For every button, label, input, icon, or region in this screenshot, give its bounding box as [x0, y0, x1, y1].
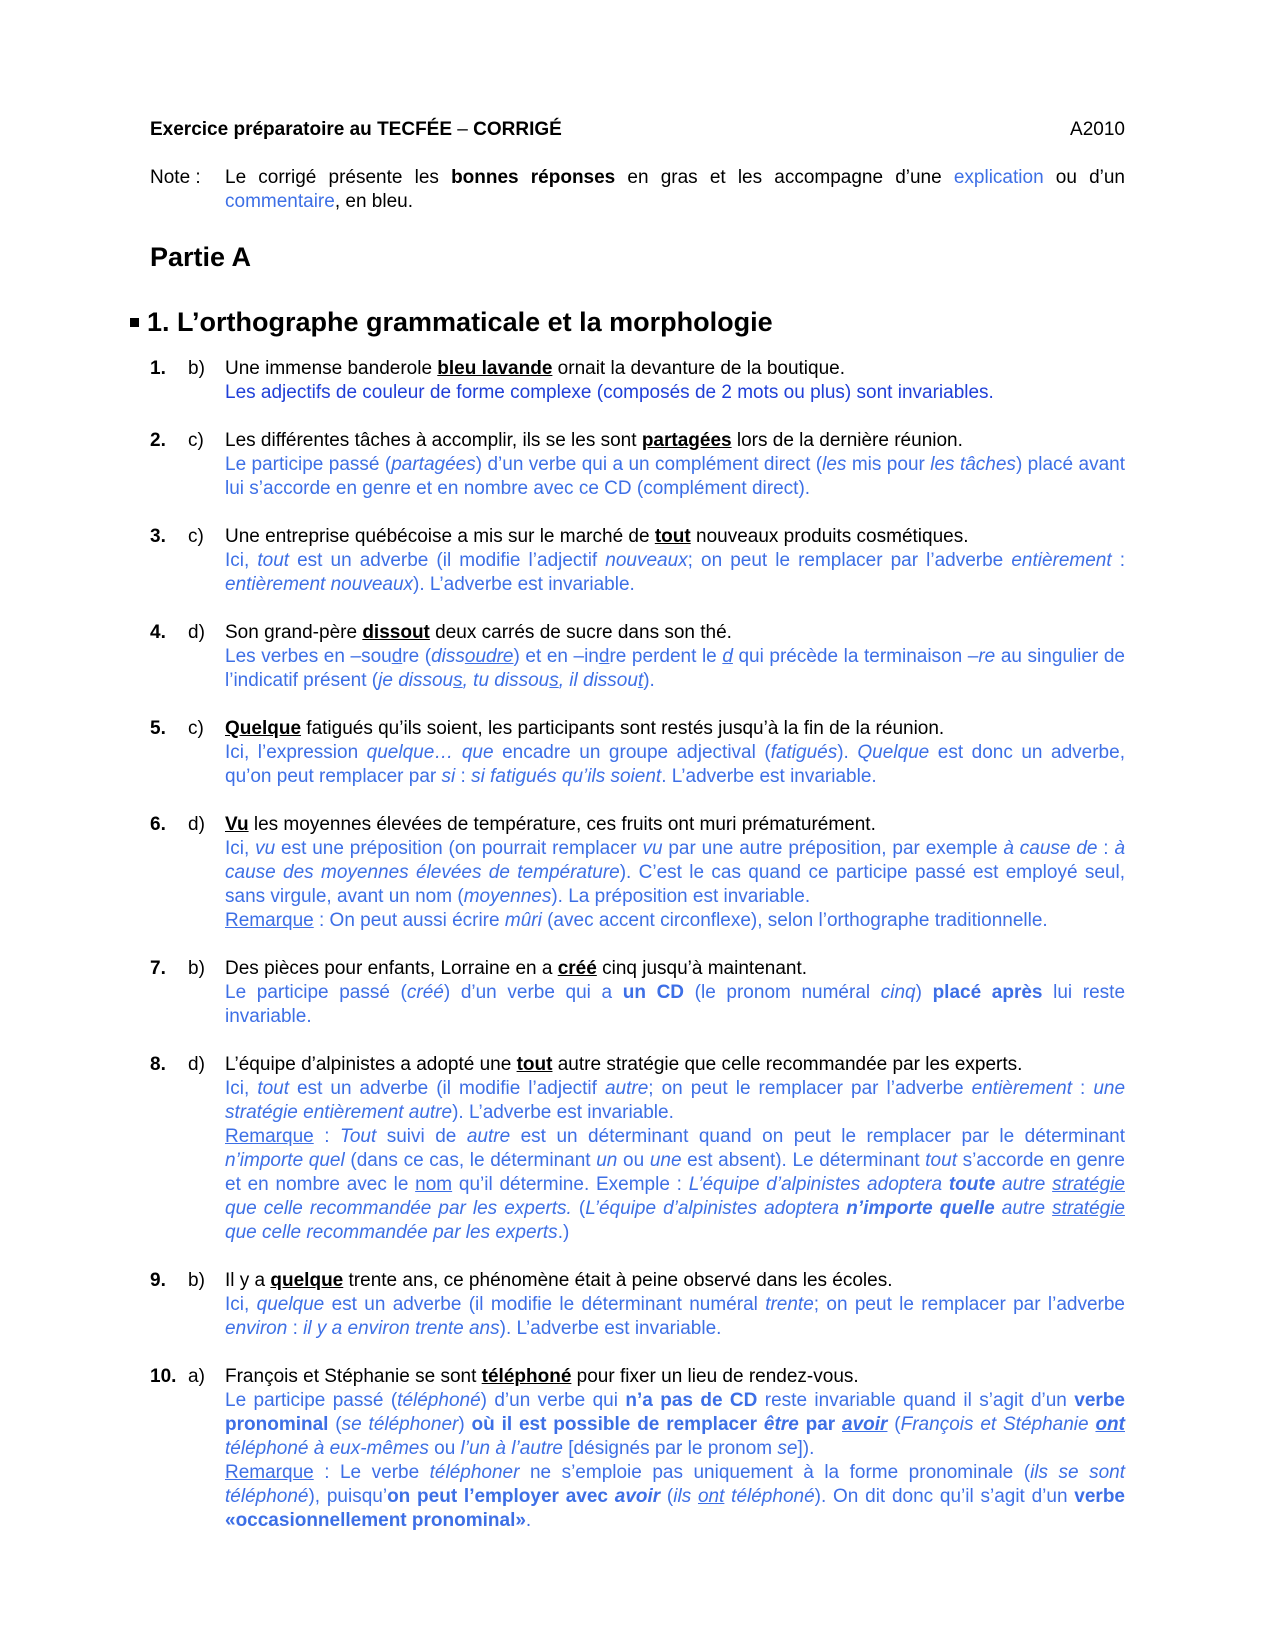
item-number: 7. [150, 958, 166, 979]
answer-item-7 [150, 957, 1125, 1029]
item-number: 9. [150, 1270, 166, 1291]
explanation: Ici, vu est une préposition (on pourrait remplacer vu par une autre préposition, par exemple à cause de : à cause des moyennes élevées de température). C’est le cas quand ce participe passé est employé seul, sans virgule, avant un nom (moyennes). La préposition est invariable. [225, 838, 1126, 907]
item-number: 6. [150, 814, 166, 835]
item-letter: a) [188, 1366, 205, 1387]
question-sentence: Une immense banderole bleu lavande ornait la devanture de la boutique. [225, 358, 846, 379]
item-letter: b) [188, 958, 205, 979]
item-letter: d) [188, 1054, 205, 1075]
explanation: Ici, tout est un adverbe (il modifie l’adjectif nouveaux; on peut le remplacer par l’adverbe entièrement : entièrement nouveaux). L’adverbe est invariable. [225, 550, 1125, 595]
answer-item-8 [150, 1053, 1125, 1245]
answer-item-2 [150, 429, 1125, 501]
question-sentence: Son grand-père dissout deux carrés de sucre dans son thé. [225, 622, 732, 643]
item-letter: c) [188, 430, 204, 451]
item-letter: b) [188, 1270, 205, 1291]
explanation: Ici, tout est un adverbe (il modifie l’adjectif autre; on peut le remplacer par l’adverbe entièrement : une stratégie entièrement autre). L’adverbe est invariable. [225, 1078, 1126, 1123]
answer-item-1 [150, 357, 1125, 405]
note-text: Le corrigé présente les bonnes réponses en gras et les accompagne d’une explication ou d’un commentaire, en bleu. [225, 167, 1126, 212]
item-letter: d) [188, 622, 205, 643]
remark: Remarque : Tout suivi de autre est un déterminant quand on peut le remplacer par le déterminant n’importe quel (dans ce cas, le déterminant un ou une est absent). Le déterminant tout s’accorde en genre et en nombre avec le nom qu’il détermine. Exemple : L’équipe d’alpinistes adoptera toute autre stratégie que celle recommandée par les experts. (L’équipe d’alpinistes adoptera n’importe quelle autre stratégie que celle recommandée par les experts.) [225, 1126, 1126, 1243]
answer-item-6 [150, 813, 1125, 933]
document-header [150, 118, 1125, 142]
item-number: 4. [150, 622, 166, 643]
note-paragraph [150, 166, 1125, 214]
item-letter: d) [188, 814, 205, 835]
item-number: 8. [150, 1054, 166, 1075]
remark: Remarque : Le verbe téléphoner ne s’emploie pas uniquement à la forme pronominale (ils se sont téléphoné), puisqu’on peut l’employer avec avoir (ils ont téléphoné). On dit donc qu’il s’agit d’un verbe «occasionnellement pronominal». [225, 1462, 1125, 1531]
item-letter: c) [188, 526, 204, 547]
question-sentence: François et Stéphanie se sont téléphoné pour fixer un lieu de rendez-vous. [225, 1366, 859, 1387]
question-sentence: Une entreprise québécoise a mis sur le marché de tout nouveaux produits cosmétiques. [225, 526, 969, 547]
question-sentence: Les différentes tâches à accomplir, ils se les sont partagées lors de la dernière réunion. [225, 430, 963, 451]
document-code: A2010 [1070, 119, 1125, 140]
item-letter: b) [188, 358, 205, 379]
item-letter: c) [188, 718, 204, 739]
answer-item-9 [150, 1269, 1125, 1341]
explanation: Le participe passé (téléphoné) d’un verbe qui n’a pas de CD reste invariable quand il s’agit d’un verbe pronominal (se téléphoner) où il est possible de remplacer être par avoir (François et Stéphanie ont téléphoné à eux-mêmes ou l’un à l’autre [désignés par le pronom se]). [225, 1390, 1125, 1459]
answer-item-10 [150, 1365, 1125, 1533]
explanation: Ici, l’expression quelque… que encadre un groupe adjectival (fatigués). Quelque est donc un adverbe, qu’on peut remplacer par si : si fatigués qu’ils soient. L’adverbe est invariable. [225, 742, 1125, 787]
item-number: 5. [150, 718, 166, 739]
note-label: Note : [150, 167, 201, 188]
question-sentence: Des pièces pour enfants, Lorraine en a créé cinq jusqu’à maintenant. [225, 958, 808, 979]
remark: Remarque : On peut aussi écrire mûri (avec accent circonflexe), selon l’orthographe traditionnelle. [225, 910, 1048, 931]
answer-item-5 [150, 717, 1125, 789]
bullet-icon [130, 318, 139, 327]
explanation: Ici, quelque est un adverbe (il modifie le déterminant numéral trente; on peut le remplacer par l’adverbe environ : il y a environ trente ans). L’adverbe est invariable. [225, 1294, 1126, 1339]
section-heading: 1. L’orthographe grammaticale et la morphologie [130, 305, 773, 339]
explanation: Le participe passé (créé) d’un verbe qui a un CD (le pronom numéral cinq) placé après lui reste invariable. [225, 982, 1126, 1027]
item-number: 10. [150, 1366, 177, 1387]
answer-item-3 [150, 525, 1125, 597]
explanation: Les verbes en –soudre (dissoudre) et en –indre perdent le d qui précède la terminaison –re au singulier de l’indicatif présent (je dissous, tu dissous, il dissout). [225, 646, 1125, 691]
question-sentence: Il y a quelque trente ans, ce phénomène était à peine observé dans les écoles. [225, 1270, 893, 1291]
question-sentence: Quelque fatigués qu’ils soient, les participants sont restés jusqu’à la fin de la réunion. [225, 718, 945, 739]
item-number: 2. [150, 430, 166, 451]
answer-list [150, 357, 1125, 1557]
item-number: 1. [150, 358, 166, 379]
question-sentence: Vu les moyennes élevées de température, ces fruits ont muri prématurément. [225, 814, 876, 835]
item-number: 3. [150, 526, 166, 547]
explanation: Le participe passé (partagées) d’un verbe qui a un complément direct (les mis pour les tâches) placé avant lui s’accorde en genre et en nombre avec ce CD (complément direct). [225, 454, 1125, 499]
partie-heading: Partie A [150, 242, 252, 272]
document-title: Exercice préparatoire au TECFÉE – CORRIGÉ [150, 119, 562, 140]
question-sentence: L’équipe d’alpinistes a adopté une tout autre stratégie que celle recommandée par les experts. [225, 1054, 1023, 1075]
explanation: Les adjectifs de couleur de forme complexe (composés de 2 mots ou plus) sont invariables. [225, 382, 994, 403]
answer-item-4 [150, 621, 1125, 693]
